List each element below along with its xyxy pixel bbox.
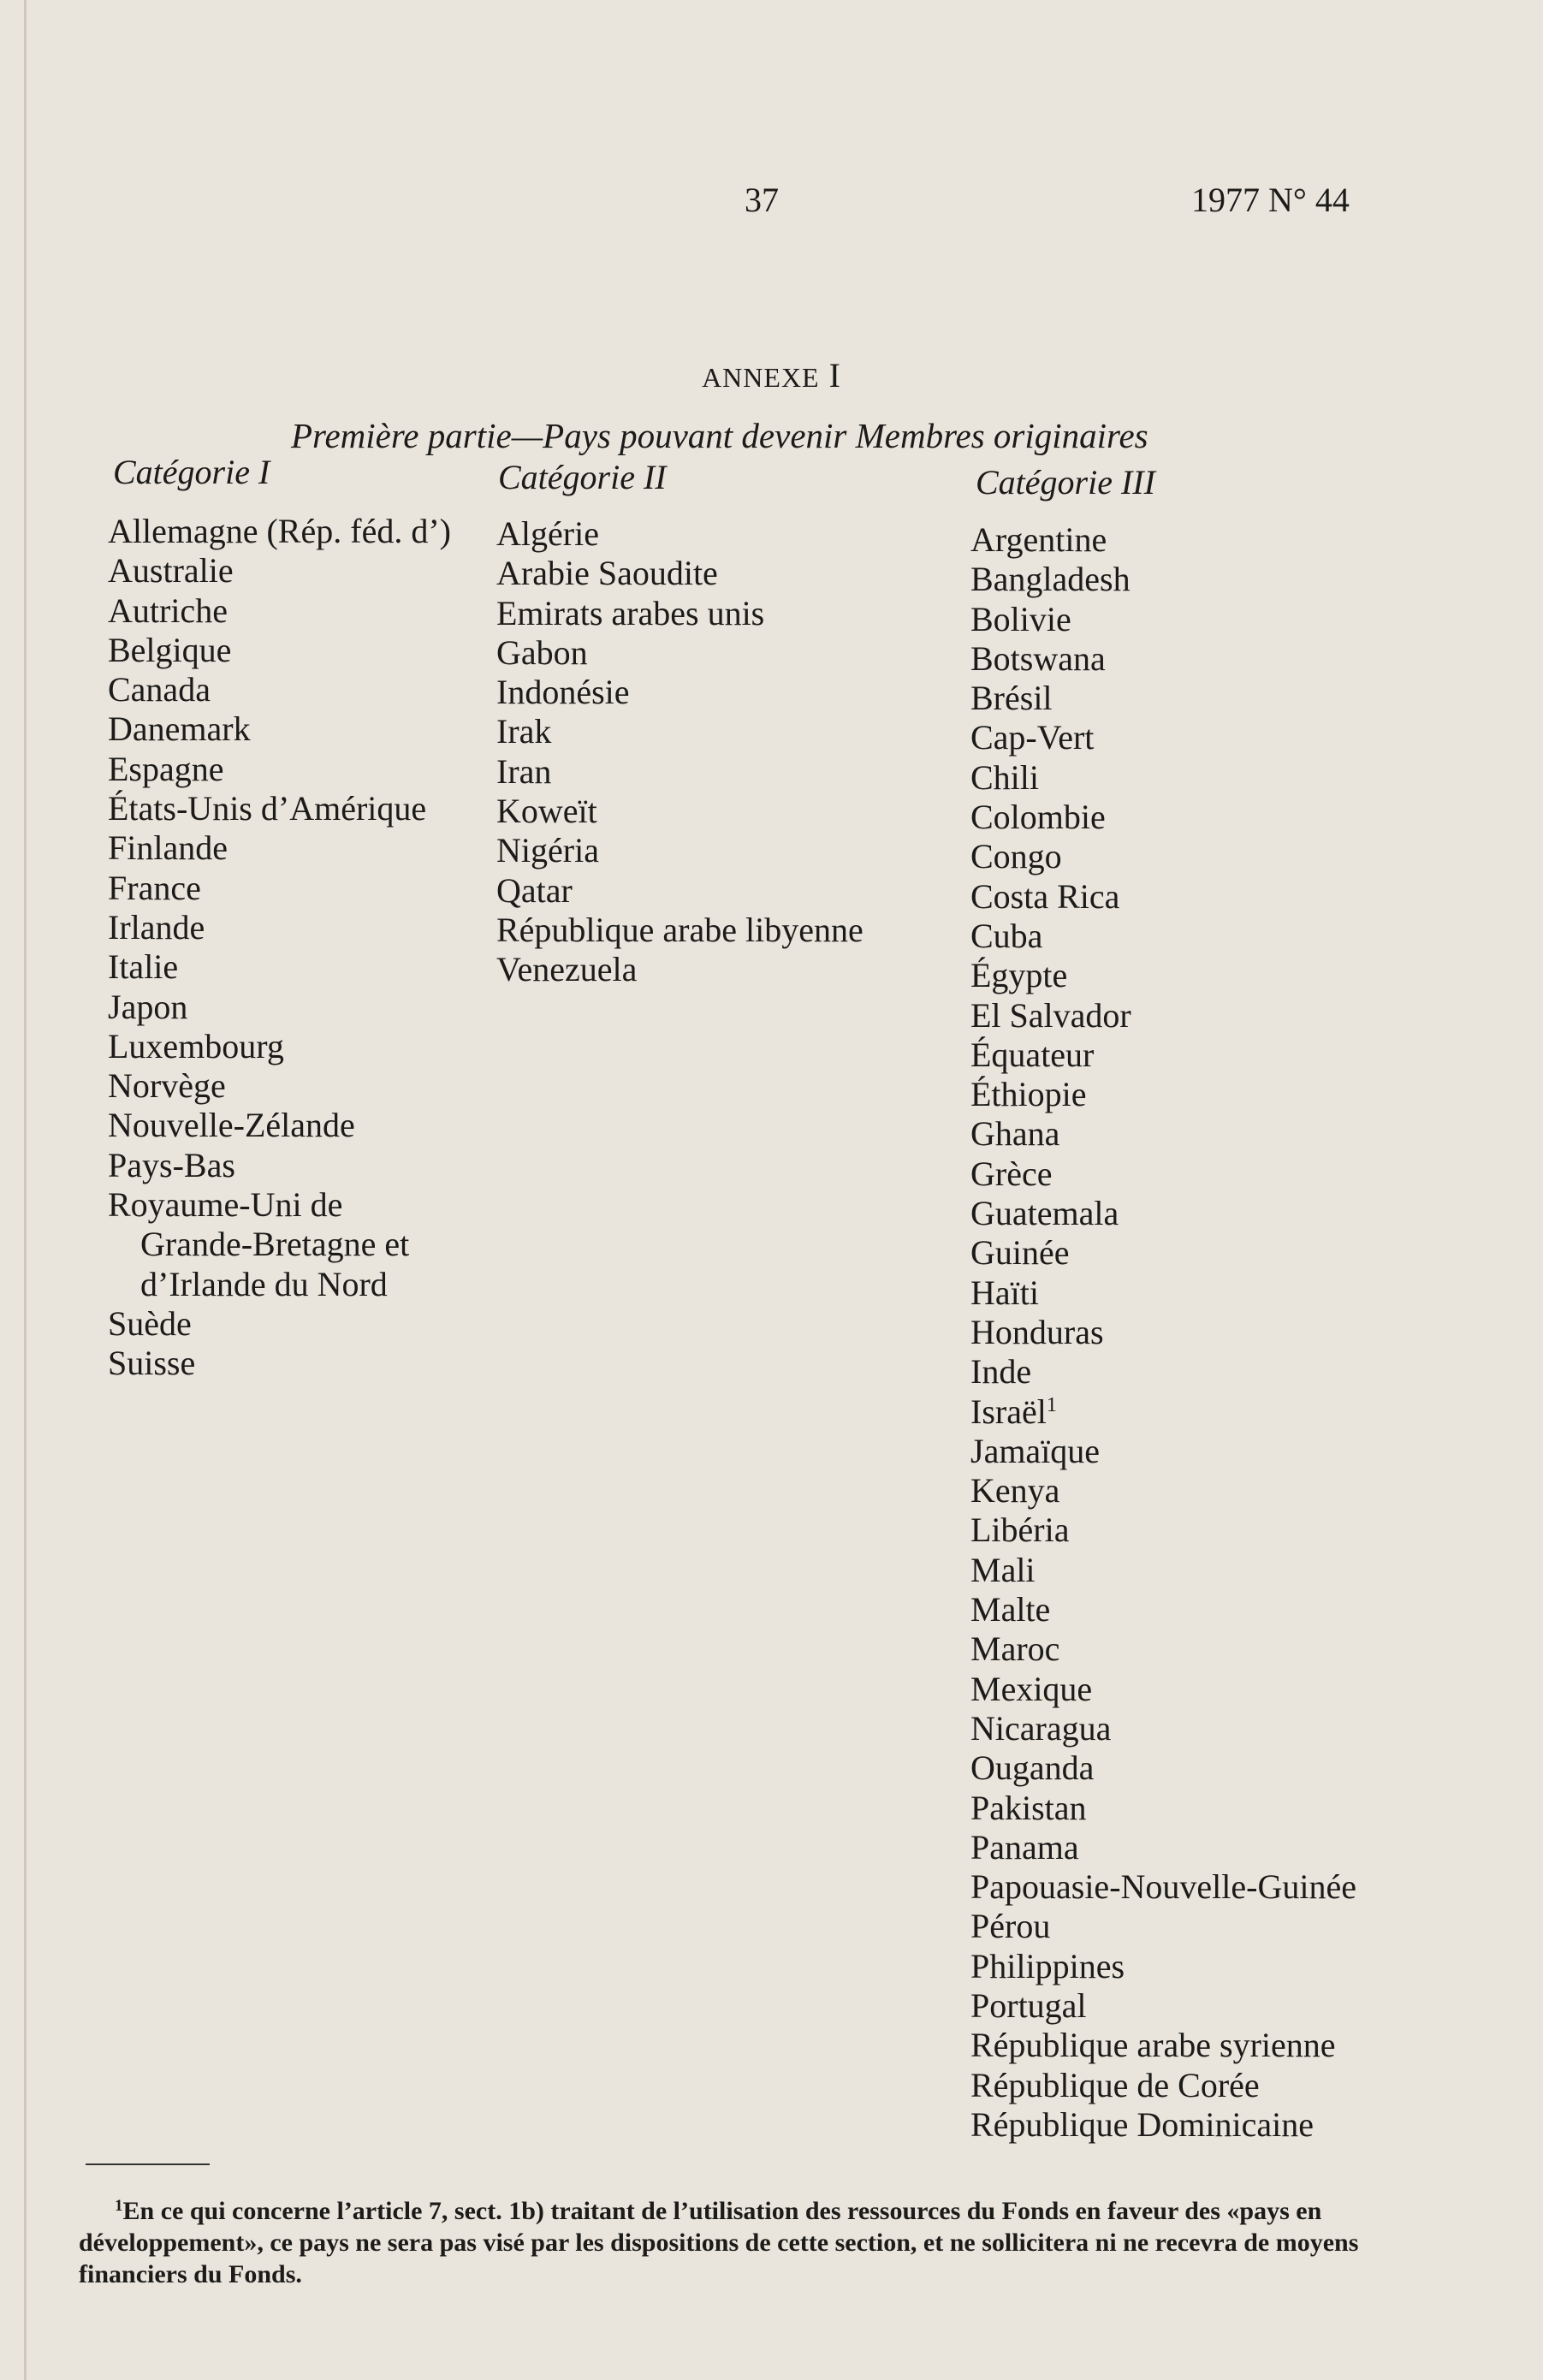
country-name: Pérou — [970, 1907, 1051, 1946]
country-name: Finlande — [108, 828, 228, 868]
country-item — [496, 792, 863, 831]
country-item — [108, 828, 451, 868]
country-item — [108, 1066, 451, 1106]
country-item — [496, 752, 863, 792]
country-item — [970, 1670, 1356, 1709]
country-name: Équateur — [970, 1035, 1095, 1074]
country-name: Mexique — [970, 1669, 1093, 1708]
country-name: République Dominicaine — [970, 2104, 1315, 2144]
country-item — [970, 1986, 1356, 2026]
country-item — [496, 673, 863, 712]
country-item — [970, 2026, 1356, 2065]
country-name: Colombie — [970, 798, 1106, 837]
country-name: Éthiopie — [970, 1075, 1087, 1114]
country-name: Panama — [970, 1827, 1079, 1867]
country-name: Bolivie — [970, 599, 1071, 638]
country-name: Nouvelle-Zélande — [108, 1106, 355, 1145]
country-name: Belgique — [108, 630, 232, 669]
country-item — [970, 1551, 1356, 1590]
country-item — [970, 798, 1356, 837]
footnote — [79, 2195, 1380, 2290]
country-name: Qatar — [496, 870, 573, 910]
country-name: Israël — [970, 1392, 1047, 1431]
country-name: Norvège — [108, 1066, 226, 1106]
country-item — [970, 1313, 1356, 1352]
country-item — [108, 670, 451, 709]
country-item — [970, 718, 1356, 757]
country-name: Inde — [970, 1352, 1032, 1392]
country-item — [496, 594, 863, 633]
country-item — [108, 869, 451, 908]
country-item — [970, 1273, 1356, 1313]
country-item — [970, 520, 1356, 560]
country-name: Allemagne (Rép. féd. d’) — [108, 512, 451, 550]
country-item — [108, 1146, 451, 1185]
annex-title-numeral: I — [828, 356, 841, 395]
country-item — [970, 1471, 1356, 1510]
country-name: Danemark — [108, 709, 251, 749]
country-item — [970, 1867, 1356, 1907]
country-item — [108, 988, 451, 1027]
header-reference: 1977 N° 44 — [1191, 181, 1350, 219]
category-1-list — [108, 512, 451, 1384]
country-name: Mali — [970, 1550, 1036, 1589]
country-item — [970, 600, 1356, 639]
country-item — [970, 1352, 1356, 1392]
country-name: Congo — [970, 837, 1062, 876]
country-name: Brésil — [970, 679, 1053, 718]
country-name: Royaume-Uni de — [108, 1185, 343, 1225]
country-item — [970, 1590, 1356, 1629]
country-item — [108, 908, 451, 947]
country-item — [970, 837, 1356, 876]
country-name: Argentine — [970, 520, 1107, 559]
category-3-heading: Catégorie III — [976, 463, 1155, 502]
country-name: Emirats arabes unis — [496, 593, 765, 632]
country-item — [970, 1947, 1356, 1986]
country-name: Haïti — [970, 1273, 1039, 1312]
country-name: Indonésie — [496, 673, 630, 712]
annex-title — [0, 355, 1543, 395]
country-name: République de Corée — [970, 2065, 1260, 2104]
country-name: Japon — [108, 987, 188, 1026]
country-item — [496, 633, 863, 673]
country-item — [108, 1185, 451, 1225]
country-name: Honduras — [970, 1312, 1104, 1351]
country-name: Guatemala — [970, 1194, 1119, 1233]
country-name: Grande-Bretagne et — [140, 1225, 410, 1264]
country-name: Irlande — [108, 907, 205, 947]
category-2-heading: Catégorie II — [498, 458, 667, 496]
country-name: El Salvador — [970, 995, 1131, 1035]
country-name: Malte — [970, 1590, 1051, 1629]
country-item — [970, 1154, 1356, 1194]
country-item — [108, 551, 451, 591]
country-name: Grèce — [970, 1154, 1053, 1193]
country-item — [970, 917, 1356, 956]
country-name: Cap-Vert — [970, 718, 1095, 757]
country-item — [970, 1709, 1356, 1748]
country-name: États-Unis d’Amérique — [108, 789, 427, 828]
country-item — [970, 1233, 1356, 1273]
country-name: Luxembourg — [108, 1026, 284, 1065]
country-name: Ghana — [970, 1114, 1060, 1154]
country-name: Suisse — [108, 1344, 196, 1383]
country-name: Autriche — [108, 591, 228, 630]
country-name: Philippines — [970, 1946, 1125, 1985]
country-item — [496, 911, 863, 950]
country-item — [970, 877, 1356, 917]
country-item — [970, 2105, 1356, 2145]
category-2-list — [496, 514, 863, 990]
country-name: Jamaïque — [970, 1431, 1101, 1470]
country-name: Botswana — [970, 638, 1106, 678]
country-item — [970, 1036, 1356, 1075]
part-subtitle: Première partie—Pays pouvant devenir Membres originaires — [291, 416, 1148, 455]
country-name: Nigéria — [496, 831, 599, 870]
country-item — [496, 712, 863, 751]
country-item — [970, 679, 1356, 718]
country-name: Cuba — [970, 916, 1043, 955]
country-name: République arabe libyenne — [496, 910, 863, 949]
country-item — [496, 950, 863, 989]
footnote-marker: 1 — [115, 2197, 123, 2215]
country-item — [970, 1748, 1356, 1788]
country-name: Kenya — [970, 1471, 1060, 1510]
country-item — [496, 554, 863, 593]
country-item — [496, 871, 863, 911]
country-name: Arabie Saoudite — [496, 554, 718, 593]
country-item — [108, 709, 451, 749]
country-item — [108, 1106, 451, 1145]
country-item — [970, 956, 1356, 995]
country-item — [970, 2066, 1356, 2105]
country-item — [970, 1510, 1356, 1550]
country-name: Guinée — [970, 1233, 1070, 1273]
country-name: Libéria — [970, 1510, 1070, 1550]
country-name: Maroc — [970, 1629, 1060, 1669]
country-item — [496, 831, 863, 870]
annex-title-word: ANNEXE — [702, 362, 820, 393]
country-item — [108, 1027, 451, 1066]
country-item — [108, 512, 451, 551]
category-1-heading: Catégorie I — [113, 453, 270, 491]
country-item — [970, 758, 1356, 798]
country-item — [970, 996, 1356, 1036]
country-item — [108, 1344, 451, 1383]
country-name: Italie — [108, 947, 179, 987]
country-name: Chili — [970, 757, 1040, 797]
country-name: Portugal — [970, 1985, 1087, 2025]
footnote-ref-marker: 1 — [1046, 1393, 1057, 1416]
country-name: Pays-Bas — [108, 1145, 235, 1184]
country-name: Iran — [496, 751, 552, 791]
country-name: Ouganda — [970, 1748, 1095, 1788]
country-item — [108, 947, 451, 987]
country-name: Nicaragua — [970, 1708, 1112, 1748]
country-name: République arabe syrienne — [970, 2026, 1336, 2065]
country-name: Irak — [496, 712, 552, 751]
country-item — [108, 1265, 451, 1304]
country-name: Venezuela — [496, 950, 638, 989]
country-item — [108, 789, 451, 828]
page-number: 37 — [745, 181, 779, 219]
country-item — [970, 1789, 1356, 1828]
country-name: Australie — [108, 551, 234, 591]
country-name: Gabon — [496, 632, 588, 672]
country-name: Bangladesh — [970, 560, 1131, 599]
country-item — [970, 1629, 1356, 1669]
footnote-rule — [86, 2163, 210, 2165]
country-item — [970, 560, 1356, 599]
country-item — [108, 750, 451, 789]
country-name: Pakistan — [970, 1788, 1087, 1827]
country-name: Suède — [108, 1303, 192, 1343]
country-item — [970, 1432, 1356, 1471]
country-item — [970, 639, 1356, 679]
country-item — [970, 1194, 1356, 1233]
country-item — [970, 1907, 1356, 1946]
country-name: Algérie — [496, 514, 599, 553]
country-item — [108, 1304, 451, 1344]
country-name: Papouasie-Nouvelle-Guinée — [970, 1867, 1356, 1907]
country-item — [108, 1225, 451, 1264]
country-name: France — [108, 868, 201, 907]
country-item — [970, 1075, 1356, 1114]
country-name: Canada — [108, 670, 211, 709]
country-item — [970, 1114, 1356, 1154]
country-name: Costa Rica — [970, 876, 1120, 916]
country-name: d’Irlande du Nord — [140, 1264, 388, 1303]
country-item — [108, 631, 451, 670]
country-name: Koweït — [496, 792, 597, 831]
country-item — [108, 591, 451, 631]
country-name: Espagne — [108, 749, 224, 788]
country-item — [496, 514, 863, 554]
footnote-text: En ce qui concerne l’article 7, sect. 1b) traitant de l’utilisation des ressources du Fonds en faveur des «pays en développement», ce pays ne sera pas visé par les dispositions de cette section, et ne sollicitera ni ne recevra de moyens financiers du Fonds. — [79, 2197, 1359, 2288]
country-item — [970, 1828, 1356, 1867]
country-item — [970, 1392, 1356, 1432]
category-3-list — [970, 520, 1356, 2145]
country-name: Égypte — [970, 956, 1068, 995]
